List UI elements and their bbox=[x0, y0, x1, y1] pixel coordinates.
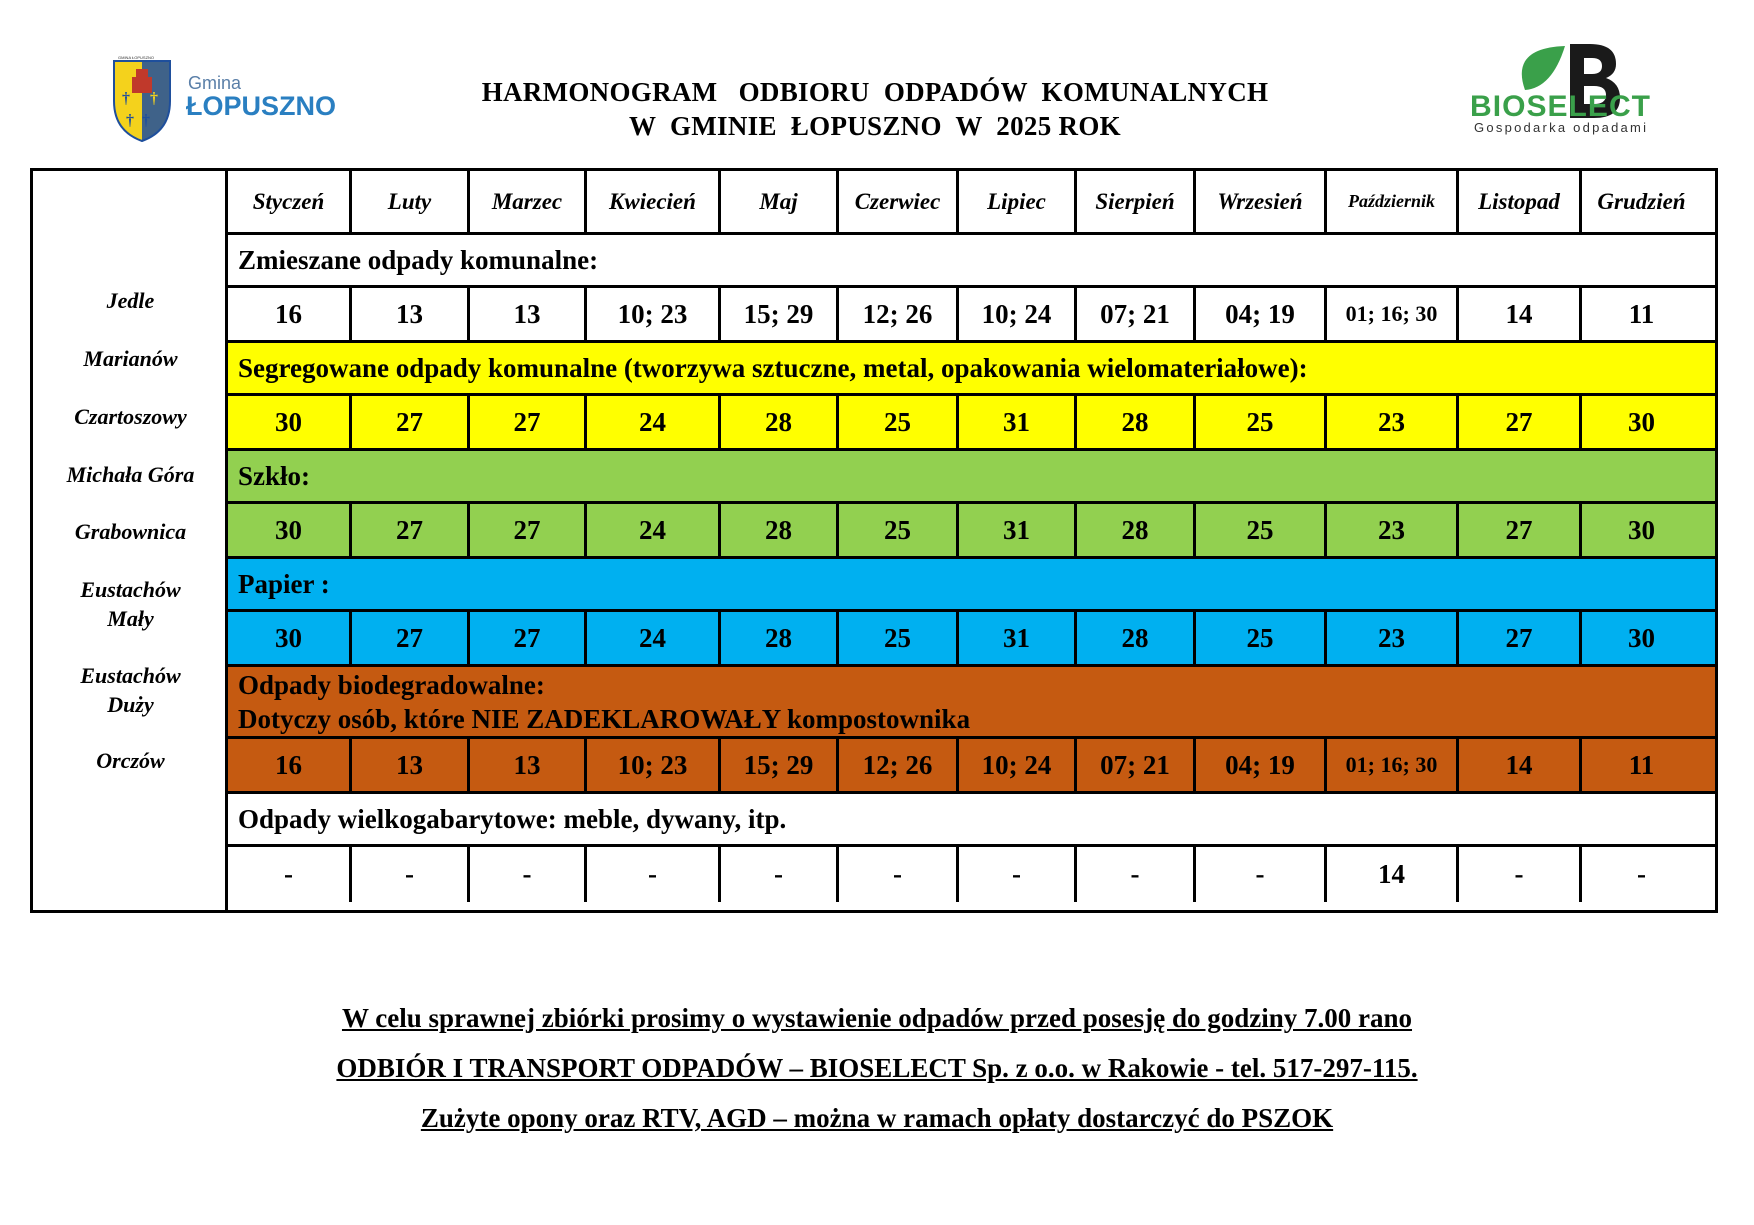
collection-date: 31 bbox=[959, 612, 1077, 664]
village-name: Orczów bbox=[96, 748, 165, 773]
month-header-row bbox=[228, 171, 1715, 235]
coat-of-arms-icon bbox=[114, 61, 170, 141]
collection-date: 30 bbox=[228, 396, 352, 448]
collection-date: 27 bbox=[352, 504, 470, 556]
village-name: Grabownica bbox=[74, 519, 187, 544]
collection-date: 13 bbox=[470, 739, 587, 791]
collection-date: 12; 26 bbox=[839, 288, 959, 340]
collection-date: 31 bbox=[959, 396, 1077, 448]
collection-date: 30 bbox=[228, 612, 352, 664]
collection-date: 15; 29 bbox=[721, 739, 839, 791]
month-header: Maj bbox=[721, 171, 839, 232]
month-header: Czerwiec bbox=[839, 171, 959, 232]
collection-date: - bbox=[721, 847, 839, 902]
collection-date: - bbox=[1459, 847, 1582, 902]
collection-date: 27 bbox=[1459, 504, 1582, 556]
collection-date: 30 bbox=[1628, 514, 1655, 545]
collection-date: 24 bbox=[587, 504, 721, 556]
category-label-row bbox=[228, 343, 1715, 396]
collection-date: 10; 24 bbox=[959, 739, 1077, 791]
collection-date: 07; 21 bbox=[1077, 288, 1196, 340]
logo-name-text: ŁOPUSZNO bbox=[186, 91, 337, 121]
collection-date: 30 bbox=[1628, 406, 1655, 437]
collection-date: 23 bbox=[1327, 504, 1459, 556]
collection-date: 27 bbox=[352, 612, 470, 664]
month-header: Grudzień bbox=[1597, 188, 1686, 214]
month-header: Wrzesień bbox=[1196, 171, 1327, 232]
collection-date: - bbox=[1637, 859, 1646, 889]
collection-date: - bbox=[352, 847, 470, 902]
footer-note-2: ODBIÓR I TRANSPORT ODPADÓW – BIOSELECT Sp. z o.o. w Rakowie - tel. 517-297-115. bbox=[336, 1053, 1418, 1083]
collection-date: 01; 16; 30 bbox=[1327, 739, 1459, 791]
collection-date: 15; 29 bbox=[721, 288, 839, 340]
collection-date: 30 bbox=[1628, 622, 1655, 653]
village-name: Eustachów Mały bbox=[80, 577, 181, 631]
collection-date: 16 bbox=[228, 739, 352, 791]
collection-date: 25 bbox=[1196, 612, 1327, 664]
collection-date: 23 bbox=[1327, 396, 1459, 448]
category-label bbox=[228, 794, 1715, 844]
title-line-2: W GMINIE ŁOPUSZNO W 2025 ROK bbox=[629, 111, 1121, 141]
category-title: Szkło: bbox=[238, 461, 311, 491]
village-name: Czartoszowy bbox=[74, 404, 187, 429]
month-header: Listopad bbox=[1459, 171, 1582, 232]
collection-date: 11 bbox=[1628, 298, 1655, 329]
collection-date: 28 bbox=[1077, 504, 1196, 556]
village-name: Jedle bbox=[106, 288, 155, 313]
collection-date: 16 bbox=[228, 288, 352, 340]
category-dates-row bbox=[228, 288, 1715, 343]
bioselect-logo bbox=[1470, 38, 1670, 138]
category-title: Zmieszane odpady komunalne: bbox=[238, 245, 599, 275]
footer-note-1: W celu sprawnej zbiórki prosimy o wystawienie odpadów przed posesję do godziny 7.00 rano bbox=[341, 1003, 1413, 1033]
category-label-row bbox=[228, 794, 1715, 847]
collection-date: 28 bbox=[1077, 612, 1196, 664]
village-list bbox=[33, 171, 228, 910]
category-label bbox=[228, 667, 1715, 736]
bioselect-tagline: Gospodarka odpadami bbox=[1474, 120, 1646, 135]
category-note: Dotyczy osób, które NIE ZADEKLAROWAŁY kompostownika bbox=[238, 703, 971, 734]
category-label-row bbox=[228, 451, 1715, 504]
collection-date: 27 bbox=[470, 504, 587, 556]
category-dates-row bbox=[228, 504, 1715, 559]
category-title: Odpady wielkogabarytowe: meble, dywany, itp. bbox=[238, 804, 787, 834]
collection-date: 14 bbox=[1459, 739, 1582, 791]
collection-date: 23 bbox=[1327, 612, 1459, 664]
collection-date: 25 bbox=[1196, 396, 1327, 448]
svg-text:†: † bbox=[122, 90, 130, 107]
month-header: Marzec bbox=[470, 171, 587, 232]
collection-date: 14 bbox=[1459, 288, 1582, 340]
svg-text:†: † bbox=[126, 112, 134, 129]
collection-date: - bbox=[1077, 847, 1196, 902]
svg-text:†: † bbox=[142, 112, 150, 129]
collection-date: 13 bbox=[352, 739, 470, 791]
collection-date: 25 bbox=[839, 396, 959, 448]
category-label bbox=[228, 451, 1715, 501]
collection-date: 28 bbox=[721, 396, 839, 448]
collection-date: - bbox=[228, 847, 352, 902]
collection-date: 25 bbox=[839, 612, 959, 664]
collection-date: 12; 26 bbox=[839, 739, 959, 791]
collection-date: - bbox=[1196, 847, 1327, 902]
collection-date: 13 bbox=[352, 288, 470, 340]
collection-date: 31 bbox=[959, 504, 1077, 556]
collection-date: 27 bbox=[470, 396, 587, 448]
category-dates-row bbox=[228, 847, 1715, 902]
collection-date: - bbox=[470, 847, 587, 902]
collection-date: 28 bbox=[721, 612, 839, 664]
category-title: Segregowane odpady komunalne (tworzywa sztuczne, metal, opakowania wielomateriałowe): bbox=[238, 353, 1308, 383]
collection-date: 04; 19 bbox=[1196, 288, 1327, 340]
category-label bbox=[228, 235, 1715, 285]
collection-date: 11 bbox=[1628, 749, 1655, 780]
category-label bbox=[228, 559, 1715, 609]
bioselect-name: BIOSELECT bbox=[1470, 90, 1650, 123]
collection-date: 28 bbox=[721, 504, 839, 556]
category-dates-row bbox=[228, 396, 1715, 451]
collection-date: 24 bbox=[587, 396, 721, 448]
logo-small-text: GMINA ŁOPUSZNO bbox=[118, 55, 155, 60]
category-dates-row bbox=[228, 612, 1715, 667]
gmina-lopuszno-logo bbox=[112, 55, 362, 145]
footer-note-3: Zużyte opony oraz RTV, AGD – można w ramach opłaty dostarczyć do PSZOK bbox=[420, 1103, 1334, 1133]
collection-date: 25 bbox=[839, 504, 959, 556]
category-label bbox=[228, 343, 1715, 393]
month-header: Styczeń bbox=[228, 171, 352, 232]
category-label-row bbox=[228, 667, 1715, 739]
collection-date: 01; 16; 30 bbox=[1327, 288, 1459, 340]
village-name: Michała Góra bbox=[66, 462, 195, 487]
collection-date: 10; 23 bbox=[587, 288, 721, 340]
document-title bbox=[400, 75, 1350, 143]
collection-date: - bbox=[959, 847, 1077, 902]
category-title: Odpady biodegradowalne: bbox=[238, 669, 545, 700]
collection-date: 10; 24 bbox=[959, 288, 1077, 340]
collection-date: 04; 19 bbox=[1196, 739, 1327, 791]
category-label-row bbox=[228, 235, 1715, 288]
collection-date: 27 bbox=[470, 612, 587, 664]
collection-date: 25 bbox=[1196, 504, 1327, 556]
village-name: Eustachów Duży bbox=[80, 663, 181, 717]
collection-date: - bbox=[587, 847, 721, 902]
collection-date: 30 bbox=[228, 504, 352, 556]
category-label-row bbox=[228, 559, 1715, 612]
category-title: Papier : bbox=[238, 569, 330, 599]
collection-date: 27 bbox=[352, 396, 470, 448]
village-name: Marianów bbox=[83, 346, 178, 371]
collection-date: 07; 21 bbox=[1077, 739, 1196, 791]
collection-date: 13 bbox=[470, 288, 587, 340]
collection-date: 10; 23 bbox=[587, 739, 721, 791]
collection-date: - bbox=[839, 847, 959, 902]
collection-date: 27 bbox=[1459, 396, 1582, 448]
collection-date: 27 bbox=[1459, 612, 1582, 664]
month-header: Luty bbox=[352, 171, 470, 232]
month-header: Kwiecień bbox=[587, 171, 721, 232]
collection-date: 28 bbox=[1077, 396, 1196, 448]
collection-schedule-table bbox=[30, 168, 1718, 913]
month-header: Sierpień bbox=[1077, 171, 1196, 232]
svg-text:†: † bbox=[150, 90, 158, 107]
collection-date: 24 bbox=[587, 612, 721, 664]
category-dates-row bbox=[228, 739, 1715, 794]
title-line-1: HARMONOGRAM ODBIORU ODPADÓW KOMUNALNYCH bbox=[481, 77, 1269, 107]
logo-gmina-text: Gmina bbox=[188, 73, 242, 93]
month-header: Październik bbox=[1327, 171, 1459, 232]
collection-date: 14 bbox=[1327, 847, 1459, 902]
month-header: Lipiec bbox=[959, 171, 1077, 232]
